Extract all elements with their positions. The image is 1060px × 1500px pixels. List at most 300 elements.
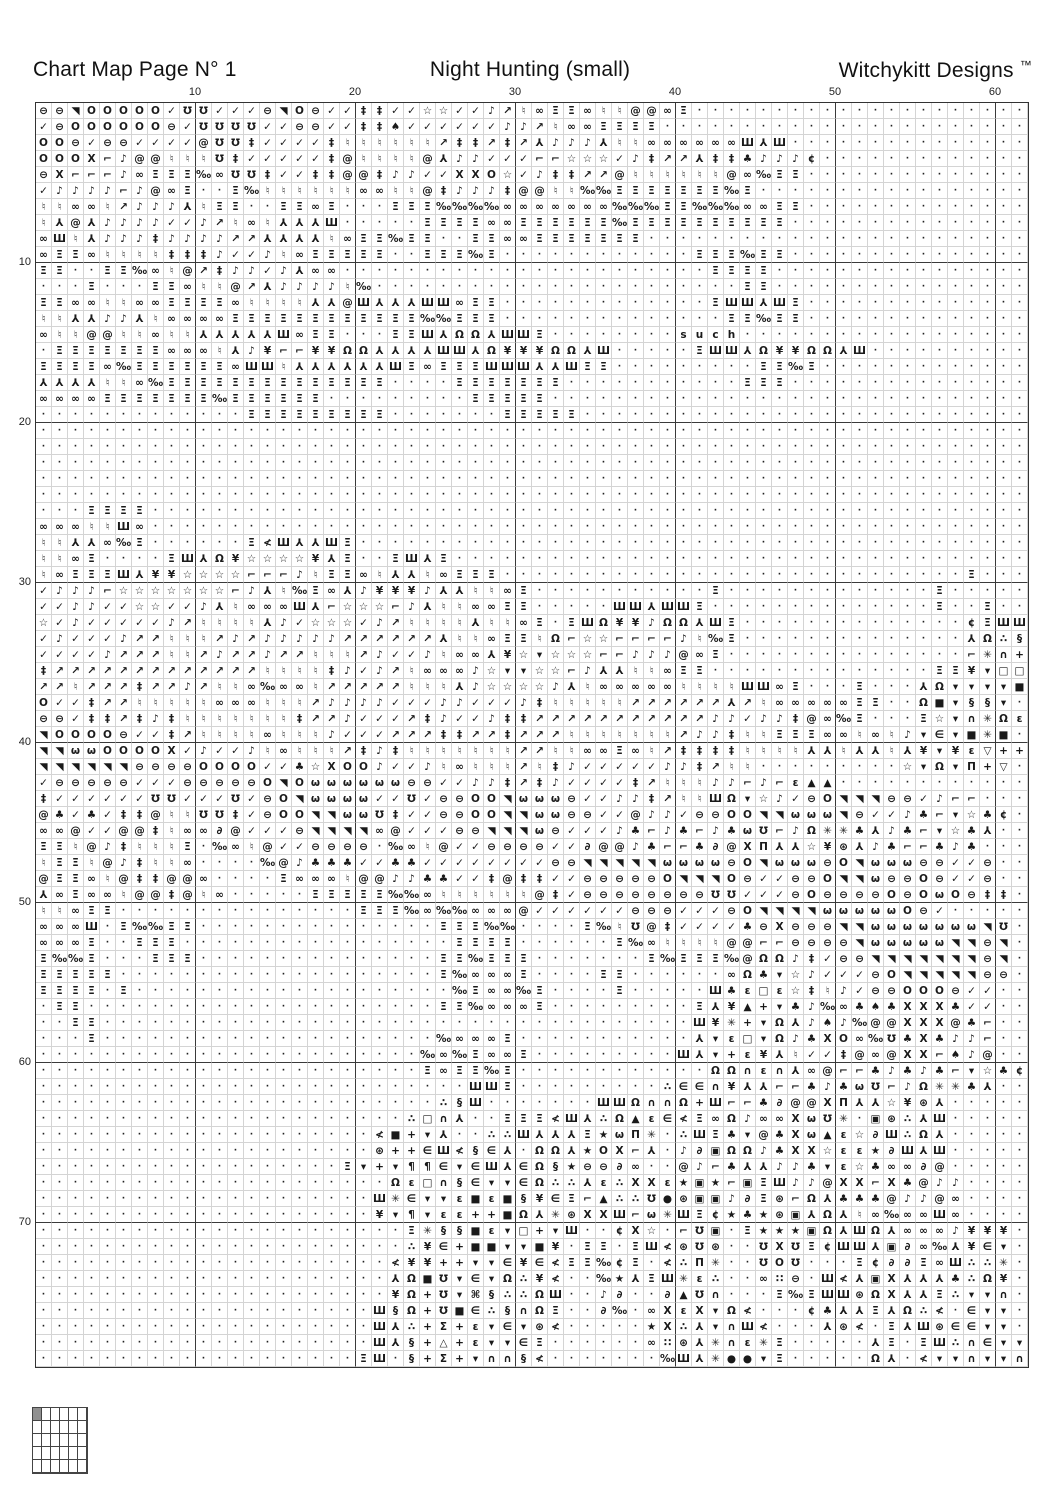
- grid-cell: ♣: [692, 839, 708, 855]
- grid-cell: ·: [644, 295, 660, 311]
- grid-cell: ·: [596, 375, 612, 391]
- grid-cell: ⅄: [532, 135, 548, 151]
- grid-cell: ∞: [244, 599, 260, 615]
- grid-cell: ·: [292, 1031, 308, 1047]
- grid-cell: Ξ: [644, 1271, 660, 1287]
- grid-cell: Ξ: [516, 599, 532, 615]
- grid-cell: ·: [228, 951, 244, 967]
- grid-cell: ·: [676, 311, 692, 327]
- grid-cell: ·: [756, 407, 772, 423]
- grid-cell: ·: [36, 439, 52, 455]
- grid-cell: ·: [660, 967, 676, 983]
- grid-cell: ·: [340, 503, 356, 519]
- grid-cell: ♪: [292, 567, 308, 583]
- grid-cell: Ω: [724, 1111, 740, 1127]
- grid-cell: Ξ: [452, 247, 468, 263]
- grid-cell: ·: [564, 295, 580, 311]
- grid-cell: Ξ: [468, 295, 484, 311]
- grid-cell: ‰: [420, 311, 436, 327]
- grid-cell: ⅄: [884, 1223, 900, 1239]
- grid-cell: ·: [404, 951, 420, 967]
- grid-cell: ·: [36, 279, 52, 295]
- grid-cell: ·: [516, 311, 532, 327]
- grid-cell: Ш: [548, 1287, 564, 1303]
- grid-cell: ·: [260, 487, 276, 503]
- grid-cell: ·: [276, 1015, 292, 1031]
- grid-cell: ·: [916, 359, 932, 375]
- grid-cell: ♮: [52, 551, 68, 567]
- grid-cell: ·: [1012, 183, 1028, 199]
- grid-cell: ∂: [900, 1239, 916, 1255]
- grid-cell: ⊖: [692, 887, 708, 903]
- grid-cell: Ξ: [420, 1063, 436, 1079]
- grid-cell: ⅄: [820, 1319, 836, 1335]
- grid-cell: ‰: [212, 839, 228, 855]
- grid-cell: ·: [452, 503, 468, 519]
- grid-cell: ·: [148, 1351, 164, 1367]
- grid-cell: ♮: [148, 839, 164, 855]
- grid-cell: ⊖: [516, 839, 532, 855]
- grid-cell: ∞: [180, 343, 196, 359]
- grid-cell: ✓: [132, 615, 148, 631]
- grid-cell: Ξ: [516, 407, 532, 423]
- grid-cell: ·: [612, 519, 628, 535]
- grid-cell: ✓: [612, 151, 628, 167]
- grid-cell: ·: [132, 903, 148, 919]
- grid-cell: ·: [196, 183, 212, 199]
- grid-cell: ℧: [212, 135, 228, 151]
- grid-cell: Ξ: [468, 359, 484, 375]
- grid-cell: ·: [596, 1335, 612, 1351]
- grid-cell: Ш: [116, 567, 132, 583]
- grid-cell: ∈: [468, 1159, 484, 1175]
- grid-cell: ·: [756, 423, 772, 439]
- grid-cell: ·: [612, 1031, 628, 1047]
- grid-cell: ✓: [468, 119, 484, 135]
- grid-cell: ·: [148, 1015, 164, 1031]
- grid-cell: ↗: [548, 727, 564, 743]
- grid-cell: ∞: [436, 663, 452, 679]
- grid-cell: Ξ: [68, 871, 84, 887]
- grid-cell: ♣: [388, 855, 404, 871]
- grid-cell: ✓: [548, 903, 564, 919]
- grid-cell: ♪: [116, 167, 132, 183]
- grid-cell: Ξ: [628, 1255, 644, 1271]
- grid-cell: ·: [660, 311, 676, 327]
- grid-cell: Ξ: [452, 359, 468, 375]
- grid-cell: ·: [708, 311, 724, 327]
- grid-cell: ✓: [52, 599, 68, 615]
- grid-cell: ·: [148, 1303, 164, 1319]
- grid-cell: ∞: [468, 1031, 484, 1047]
- grid-cell: ↗: [404, 727, 420, 743]
- grid-cell: ·: [68, 1111, 84, 1127]
- grid-cell: ·: [612, 471, 628, 487]
- grid-cell: ·: [756, 631, 772, 647]
- grid-cell: ·: [164, 903, 180, 919]
- grid-cell: ·: [996, 599, 1012, 615]
- grid-cell: ·: [1012, 903, 1028, 919]
- grid-cell: Ω: [484, 343, 500, 359]
- grid-cell: ∞: [196, 311, 212, 327]
- grid-cell: ·: [1012, 327, 1028, 343]
- grid-cell: ω: [356, 775, 372, 791]
- grid-cell: ·: [756, 455, 772, 471]
- grid-cell: ↗: [196, 679, 212, 695]
- grid-cell: Ξ: [692, 951, 708, 967]
- grid-cell: ⅄: [868, 1095, 884, 1111]
- grid-cell: ·: [244, 439, 260, 455]
- grid-cell: ·: [292, 503, 308, 519]
- grid-cell: ·: [340, 391, 356, 407]
- grid-cell: ·: [468, 1111, 484, 1127]
- grid-cell: ♣: [420, 871, 436, 887]
- grid-cell: ℧: [212, 807, 228, 823]
- grid-cell: ¥: [996, 1271, 1012, 1287]
- grid-cell: ◥: [628, 855, 644, 871]
- grid-cell: Ξ: [532, 375, 548, 391]
- grid-cell: ·: [276, 1207, 292, 1223]
- grid-cell: ·: [644, 503, 660, 519]
- grid-cell: ·: [180, 1047, 196, 1063]
- grid-cell: ‰: [468, 951, 484, 967]
- grid-cell: ✓: [180, 791, 196, 807]
- grid-cell: ·: [964, 583, 980, 599]
- grid-cell: ♮: [276, 583, 292, 599]
- grid-cell: Π: [756, 839, 772, 855]
- grid-cell: ‡: [980, 887, 996, 903]
- grid-cell: ·: [132, 1031, 148, 1047]
- grid-cell: ·: [788, 503, 804, 519]
- grid-cell: ·: [660, 455, 676, 471]
- grid-cell: ♪: [548, 135, 564, 151]
- grid-cell: ∞: [628, 1159, 644, 1175]
- grid-cell: ·: [292, 1351, 308, 1367]
- grid-cell: Ξ: [148, 279, 164, 295]
- grid-cell: ·: [212, 1239, 228, 1255]
- grid-cell: ∞: [260, 727, 276, 743]
- grid-cell: Ξ: [724, 247, 740, 263]
- grid-cell: ♪: [196, 215, 212, 231]
- grid-cell: X: [772, 1239, 788, 1255]
- grid-cell: Ξ: [148, 167, 164, 183]
- grid-cell: Ξ: [244, 311, 260, 327]
- grid-cell: ·: [948, 199, 964, 215]
- grid-cell: ∞: [484, 631, 500, 647]
- grid-cell: ∈: [948, 1319, 964, 1335]
- grid-cell: ·: [116, 1111, 132, 1127]
- grid-cell: Ш: [596, 343, 612, 359]
- grid-cell: ℧: [996, 919, 1012, 935]
- grid-cell: ·: [580, 375, 596, 391]
- grid-cell: ∞: [100, 887, 116, 903]
- grid-cell: ω: [644, 1207, 660, 1223]
- grid-cell: ♮: [132, 695, 148, 711]
- grid-cell: ·: [1012, 1095, 1028, 1111]
- grid-cell: §: [980, 695, 996, 711]
- grid-cell: ·: [196, 407, 212, 423]
- grid-cell: ⅄: [740, 1079, 756, 1095]
- grid-cell: ⊖: [628, 871, 644, 887]
- grid-cell: ‡: [84, 711, 100, 727]
- grid-cell: ·: [468, 439, 484, 455]
- grid-cell: ·: [676, 375, 692, 391]
- grid-cell: ◥: [804, 903, 820, 919]
- grid-cell: ▾: [996, 1303, 1012, 1319]
- grid-cell: ✓: [180, 135, 196, 151]
- grid-cell: Ш: [948, 1255, 964, 1271]
- grid-cell: ·: [996, 295, 1012, 311]
- grid-cell: Ξ: [324, 407, 340, 423]
- grid-cell: ·: [260, 1207, 276, 1223]
- grid-cell: ♮: [420, 679, 436, 695]
- grid-cell: ·: [708, 407, 724, 423]
- grid-cell: ·: [900, 551, 916, 567]
- grid-cell: ◥: [932, 967, 948, 983]
- grid-cell: ▾: [484, 1335, 500, 1351]
- grid-cell: ·: [948, 151, 964, 167]
- grid-cell: O: [100, 743, 116, 759]
- grid-cell: ∞: [132, 167, 148, 183]
- grid-cell: ▾: [452, 1287, 468, 1303]
- grid-cell: ·: [932, 311, 948, 327]
- grid-cell: ·: [724, 663, 740, 679]
- grid-cell: ⌐: [724, 1095, 740, 1111]
- grid-cell: Ξ: [164, 919, 180, 935]
- grid-cell: ·: [868, 407, 884, 423]
- grid-cell: ·: [148, 1319, 164, 1335]
- grid-cell: ·: [532, 295, 548, 311]
- grid-cell: ✓: [36, 631, 52, 647]
- grid-cell: ♪: [116, 151, 132, 167]
- grid-cell: ·: [676, 343, 692, 359]
- grid-cell: ·: [388, 1223, 404, 1239]
- grid-cell: ·: [884, 679, 900, 695]
- page-map-cell: [60, 1434, 69, 1447]
- grid-cell: ♪: [164, 615, 180, 631]
- grid-cell: Ξ: [436, 967, 452, 983]
- grid-cell: ·: [644, 391, 660, 407]
- grid-cell: ·: [212, 535, 228, 551]
- grid-cell: Ω: [820, 1207, 836, 1223]
- grid-cell: ·: [292, 1319, 308, 1335]
- grid-cell: ∞: [708, 1111, 724, 1127]
- grid-cell: ‰: [292, 583, 308, 599]
- grid-cell: ·: [260, 455, 276, 471]
- grid-cell: ·: [852, 119, 868, 135]
- grid-cell: ☆: [548, 647, 564, 663]
- grid-cell: Ω: [772, 1031, 788, 1047]
- grid-cell: +: [452, 1319, 468, 1335]
- grid-cell: ·: [292, 1207, 308, 1223]
- grid-cell: @: [724, 935, 740, 951]
- grid-cell: ◥: [276, 775, 292, 791]
- grid-cell: ·: [820, 423, 836, 439]
- grid-cell: Ξ: [164, 375, 180, 391]
- grid-cell: ·: [692, 471, 708, 487]
- grid-cell: ℧: [372, 807, 388, 823]
- grid-cell: ·: [724, 423, 740, 439]
- grid-cell: ✓: [500, 695, 516, 711]
- grid-cell: ∩: [484, 1351, 500, 1367]
- grid-cell: ∞: [820, 711, 836, 727]
- grid-cell: ω: [932, 919, 948, 935]
- grid-cell: ·: [420, 455, 436, 471]
- grid-cell: Ξ: [292, 199, 308, 215]
- grid-cell: ⅄: [548, 1127, 564, 1143]
- grid-cell: ·: [660, 327, 676, 343]
- grid-cell: ℧: [436, 1271, 452, 1287]
- grid-cell: ¥: [900, 1095, 916, 1111]
- grid-cell: ♪: [468, 679, 484, 695]
- grid-cell: ·: [964, 343, 980, 359]
- grid-cell: ·: [180, 983, 196, 999]
- grid-cell: ∞: [660, 679, 676, 695]
- grid-cell: ⊛: [836, 839, 852, 855]
- grid-cell: ▲: [804, 775, 820, 791]
- grid-cell: ⌐: [836, 1063, 852, 1079]
- grid-cell: ε: [452, 1207, 468, 1223]
- grid-cell: ·: [228, 503, 244, 519]
- grid-cell: ◥: [948, 935, 964, 951]
- grid-cell: ·: [628, 1351, 644, 1367]
- grid-cell: ·: [452, 535, 468, 551]
- grid-cell: ♮: [196, 151, 212, 167]
- grid-cell: ·: [852, 455, 868, 471]
- grid-cell: ·: [436, 407, 452, 423]
- grid-cell: ↗: [548, 711, 564, 727]
- grid-cell: ·: [900, 151, 916, 167]
- grid-cell: ⊖: [740, 871, 756, 887]
- grid-cell: ⌐: [68, 167, 84, 183]
- grid-cell: ·: [772, 439, 788, 455]
- grid-cell: ·: [836, 327, 852, 343]
- grid-cell: ·: [356, 1015, 372, 1031]
- grid-cell: ⊖: [36, 167, 52, 183]
- grid-cell: ·: [980, 535, 996, 551]
- grid-cell: ω: [900, 855, 916, 871]
- grid-cell: ♪: [628, 647, 644, 663]
- grid-cell: ·: [148, 519, 164, 535]
- grid-cell: Ξ: [628, 1239, 644, 1255]
- grid-cell: ‰: [436, 903, 452, 919]
- grid-cell: ◥: [308, 823, 324, 839]
- grid-cell: ·: [68, 279, 84, 295]
- grid-cell: ·: [244, 855, 260, 871]
- grid-cell: ·: [148, 1047, 164, 1063]
- grid-cell: ·: [916, 551, 932, 567]
- grid-cell: ∷: [660, 1335, 676, 1351]
- grid-cell: ·: [868, 103, 884, 119]
- grid-cell: ·: [324, 1175, 340, 1191]
- grid-cell: ω: [340, 791, 356, 807]
- grid-cell: ‰: [388, 887, 404, 903]
- grid-cell: ·: [1012, 279, 1028, 295]
- grid-cell: ·: [868, 471, 884, 487]
- grid-cell: ·: [244, 1111, 260, 1127]
- grid-cell: ·: [644, 1031, 660, 1047]
- grid-cell: ℧: [724, 887, 740, 903]
- grid-cell: ·: [548, 967, 564, 983]
- grid-cell: ·: [436, 983, 452, 999]
- grid-cell: ·: [996, 215, 1012, 231]
- grid-cell: ·: [1012, 535, 1028, 551]
- grid-cell: ·: [436, 935, 452, 951]
- grid-cell: ◥: [852, 791, 868, 807]
- grid-cell: ·: [660, 503, 676, 519]
- grid-cell: ε: [468, 1319, 484, 1335]
- grid-cell: ∞: [452, 647, 468, 663]
- grid-cell: ‰: [756, 167, 772, 183]
- grid-cell: ·: [836, 1351, 852, 1367]
- grid-cell: ↗: [532, 711, 548, 727]
- grid-cell: ♮: [740, 743, 756, 759]
- grid-cell: ·: [628, 1031, 644, 1047]
- grid-cell: ♣: [900, 1063, 916, 1079]
- grid-cell: ·: [820, 391, 836, 407]
- grid-cell: ☆: [356, 599, 372, 615]
- grid-cell: ⅄: [372, 359, 388, 375]
- grid-cell: ♮: [340, 647, 356, 663]
- grid-cell: ∩: [660, 1095, 676, 1111]
- grid-cell: §: [388, 1303, 404, 1319]
- grid-cell: ∞: [52, 935, 68, 951]
- grid-cell: ⊖: [868, 967, 884, 983]
- grid-cell: ⌐: [772, 935, 788, 951]
- grid-cell: ·: [260, 1351, 276, 1367]
- grid-cell: ·: [100, 1063, 116, 1079]
- grid-cell: ¶: [404, 1207, 420, 1223]
- grid-cell: ∞: [244, 679, 260, 695]
- grid-cell: ·: [868, 519, 884, 535]
- grid-cell: ·: [884, 343, 900, 359]
- grid-cell: ·: [516, 567, 532, 583]
- grid-cell: ·: [628, 407, 644, 423]
- grid-cell: Ξ: [532, 983, 548, 999]
- grid-cell: Ш: [484, 359, 500, 375]
- grid-cell: ·: [116, 1255, 132, 1271]
- grid-cell: ■: [500, 1191, 516, 1207]
- grid-cell: ·: [404, 407, 420, 423]
- grid-cell: ·: [980, 487, 996, 503]
- page-map-cell: [78, 1421, 87, 1434]
- grid-cell: ·: [404, 1063, 420, 1079]
- grid-cell: ∞: [564, 199, 580, 215]
- grid-cell: Ξ: [516, 631, 532, 647]
- grid-cell: +: [740, 1015, 756, 1031]
- grid-cell: ‰: [932, 1239, 948, 1255]
- grid-cell: ·: [404, 1047, 420, 1063]
- grid-cell: ∞: [596, 199, 612, 215]
- grid-cell: ▣: [868, 1271, 884, 1287]
- grid-cell: Ξ: [772, 727, 788, 743]
- grid-cell: ♣: [724, 1159, 740, 1175]
- grid-cell: ♮: [180, 151, 196, 167]
- grid-cell: ⊖: [980, 855, 996, 871]
- grid-cell: ↗: [404, 631, 420, 647]
- grid-cell: ‰: [500, 919, 516, 935]
- grid-cell: ω: [868, 871, 884, 887]
- grid-cell: ·: [212, 1015, 228, 1031]
- grid-cell: ‰: [484, 199, 500, 215]
- grid-cell: ✓: [244, 247, 260, 263]
- grid-cell: ·: [340, 1191, 356, 1207]
- grid-cell: Ξ: [52, 359, 68, 375]
- grid-cell: ·: [116, 1191, 132, 1207]
- grid-cell: ω: [548, 791, 564, 807]
- grid-cell: ♮: [644, 727, 660, 743]
- grid-cell: ♣: [84, 807, 100, 823]
